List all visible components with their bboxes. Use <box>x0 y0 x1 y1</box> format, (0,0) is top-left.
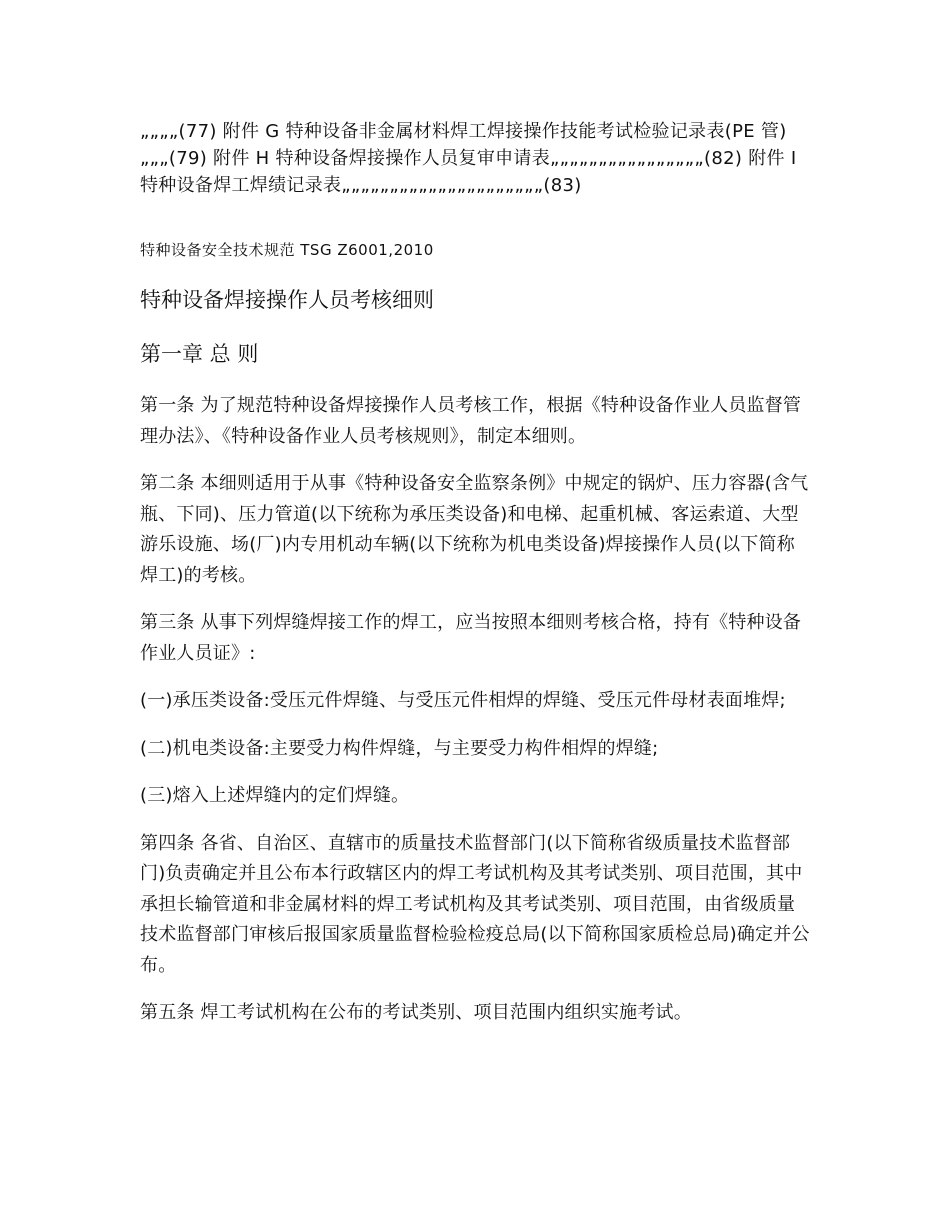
article-2: 第二条 本细则适用于从事《特种设备安全监察条例》中规定的锅炉、压力容器(含气瓶、下同)、压力管道(以下统称为承压类设备)和电梯、起重机械、客运索道、大型游乐设施、场(厂)内专用机动车辆(以下统称为机电类设备)焊接操作人员(以下简称焊工)的考核。 <box>140 473 809 586</box>
toc-appendix-list: „„„„(77) 附件 G 特种设备非金属材料焊工焊接操作技能考试检验记录表(PE 管)„„„(79) 附件 H 特种设备焊接操作人员复审申请表„„„„„„„„„„„„„„„„(82) 附件 I 特种设备焊工焊绩记录表„„„„„„„„„„„„„„„„„„„„„(83) <box>140 121 797 196</box>
spec-code-line: 特种设备安全技术规范 TSG Z6001,2010 <box>140 241 434 259</box>
article-5: 第五条 焊工考试机构在公布的考试类别、项目范围内组织实施考试。 <box>140 1002 692 1023</box>
document-title: 特种设备焊接操作人员考核细则 <box>140 288 434 312</box>
article-3-item-2: (二)机电类设备:主要受力构件焊缝，与主要受力构件相焊的焊缝; <box>140 737 659 759</box>
article-3-item-1: (一)承压类设备:受压元件焊缝、与受压元件相焊的焊缝、受压元件母材表面堆焊; <box>140 690 786 711</box>
article-3-item-3: (三)熔入上述焊缝内的定们焊缝。 <box>140 785 410 806</box>
chapter-title: 第一章 总 则 <box>140 342 259 366</box>
article-4: 第四条 各省、自治区、直辖市的质量技术监督部门(以下简称省级质量技术监督部门)负责确定并且公布本行政辖区内的焊工考试机构及其考试类别、项目范围，其中承担长输管道和非金属材料的焊工考试机构及其考试类别、项目范围，由省级质量技术监督部门审核后报国家质量监督检验检疫总局(以下简称国家质检总局)确定并公布。 <box>140 832 810 976</box>
article-3: 第三条 从事下列焊缝焊接工作的焊工，应当按照本细则考核合格，持有《特种设备作业人员证》: <box>140 612 802 664</box>
article-1: 第一条 为了规范特种设备焊接操作人员考核工作，根据《特种设备作业人员监督管理办法》、《特种设备作业人员考核规则》，制定本细则。 <box>140 395 802 447</box>
document-page <box>140 118 812 1029</box>
